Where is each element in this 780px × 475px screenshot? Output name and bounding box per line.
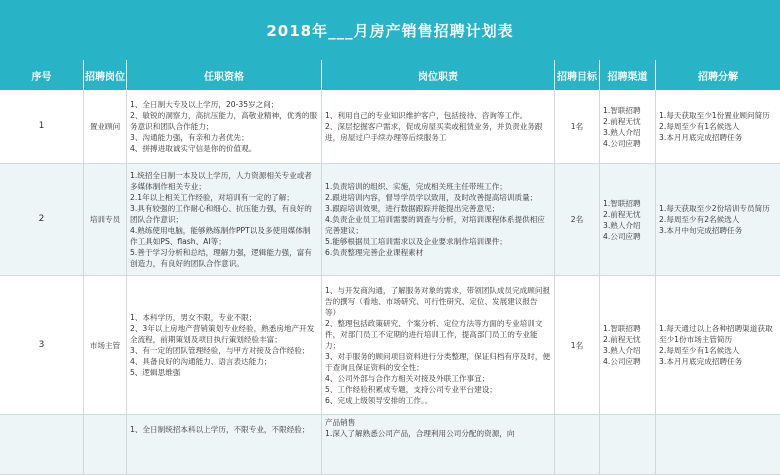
row-number: 2 (0, 164, 84, 275)
row-channels: 1.智联招聘 2.前程无忧 3.熟人介绍 4.公司应聘 (600, 164, 656, 275)
header-num: 序号 (0, 60, 84, 90)
row-number (0, 415, 84, 474)
row-breakdown (656, 415, 780, 474)
row-qualifications: 1、全日制大专及以上学历，20-35岁之间； 2、敏锐的洞察力，高抗压能力，高敬业精神，优秀的服务意识和团队合作能力； 3、沟通能力强，有亲和力者优先； 4、拼搏进取诚实守信是你的价值观。 (127, 90, 322, 163)
row-breakdown: 1.每天通过以上各种招聘渠道获取至少1份市场主管简历 2.每周至少有1名候选人 3.本月月底完成招聘任务 (659, 324, 773, 366)
row-qualifications: 1.统招全日制一本及以上学历，人力资源相关专业或者多媒体制作相关专业； 2.1年以上相关工作经验，对培训有一定的了解； 3.具有较强的工作耐心和细心、抗压能力强，有良好的团队合作意识； 4.熟练使用电脑，能够熟练制作PPT以及多使用媒体制作工具如PS、flash、AI等； 5.善于学习分析和总结，理解力强，逻辑能力强，富有创造力，有良好的团队合作意识。 (127, 164, 322, 275)
table-row (0, 276, 780, 415)
row-position: 置业顾问 (84, 90, 127, 163)
row-channels (600, 415, 656, 474)
row-target: 1名 (555, 276, 600, 414)
row-breakdown: 1.每天获取至少2份培训专员简历 2.每周至少有2名候选人 3.本月中旬完成招聘任务 (659, 204, 770, 235)
row-target: 2名 (555, 164, 600, 275)
row-number: 1 (0, 90, 84, 163)
row-duties: 1、利用自己的专业知识维护客户，包括接待、咨询等工作。 2、深层挖掘客户需求，促成房屋买卖或租赁业务，并负责业务跟进，房屋过户手续办理等后续服务工 (322, 90, 555, 163)
header-qualifications: 任职资格 (127, 60, 322, 90)
row-target: 1名 (555, 90, 600, 163)
row-qualifications: 1、本科学历，男女不限，专业不限； 2、3年以上房地产营销策划专业经验，熟悉房地产开发全流程，前期策划及项目执行策划经验丰富； 3、有一定的团队管理经验，与甲方对接及合作经验； 4、具备良好的沟通能力、语言表达能力； 5、逻辑思维强 (127, 276, 322, 414)
table-header (0, 60, 780, 90)
row-position: 市场主管 (84, 276, 127, 414)
header-breakdown: 招聘分解 (698, 71, 738, 83)
row-position: 培训专员 (84, 164, 127, 275)
table-row (0, 415, 780, 475)
header-position: 招聘岗位 (84, 60, 127, 90)
row-channels: 1.智联招聘 2.前程无忧 3.熟人介绍 4.公司应聘 (600, 276, 656, 414)
row-duties: 产品销售 1.深入了解熟悉公司产品，合理利用公司分配的资源，向 (322, 415, 555, 474)
row-qualifications: 1、全日制统招本科以上学历，不限专业，不限经验； (127, 415, 322, 474)
row-breakdown: 1.每天获取至少1份置业顾问简历 2.每周至少有1名候选人 3.本月月底完成招聘任务 (659, 111, 770, 142)
row-position (84, 415, 127, 474)
row-number: 3 (0, 276, 84, 414)
row-channels: 1.智联招聘 2.前程无忧 3.熟人介绍 4.公司应聘 (600, 90, 656, 163)
header-channels: 招聘渠道 (600, 60, 656, 90)
sheet-title: 2018年___月房产销售招聘计划表 (0, 0, 780, 60)
header-duties: 岗位职责 (322, 60, 555, 90)
row-target (555, 415, 600, 474)
row-duties: 1.负责培训的组织、实施，完成相关班主任带班工作； 2.跟进培训内容，督导学员学以致用，及时改善提高培训质量； 3.跟踪培训效果，进行数据跟踪并能提出完善意见； 4.负责企业员工培训需要的调查与分析，对培训课程体系提供相应完善建议； 5.能够根据员工培训需求以及企业要求制作培训课件； 6.负责整理完善企业课程素材 (322, 164, 555, 275)
header-target: 招聘目标 (555, 60, 600, 90)
table-row (0, 90, 780, 164)
row-duties: 1、与开发商沟通，了解服务对象的需求，带领团队成员完成顾问报告的撰写（看地、市场研究、可行性研究、定位、发展建议报告等） 2、整理包括政策研究、个案分析、定位方法等方面的专业培训文件，对部门员工不定期的进行培训工作，提高部门员工的专业能力； 3、对手服务的顾问项目资料进行分类整理，保证归档有序及时，便于查询且保证资料的安全性； 4、公司外部与合作方相关对接及外联工作事宜； 5、工作经验积累成专题，支持公司专业平台建设； 6、完成上级领导安排的工作。。 (322, 276, 555, 414)
table-row (0, 164, 780, 276)
